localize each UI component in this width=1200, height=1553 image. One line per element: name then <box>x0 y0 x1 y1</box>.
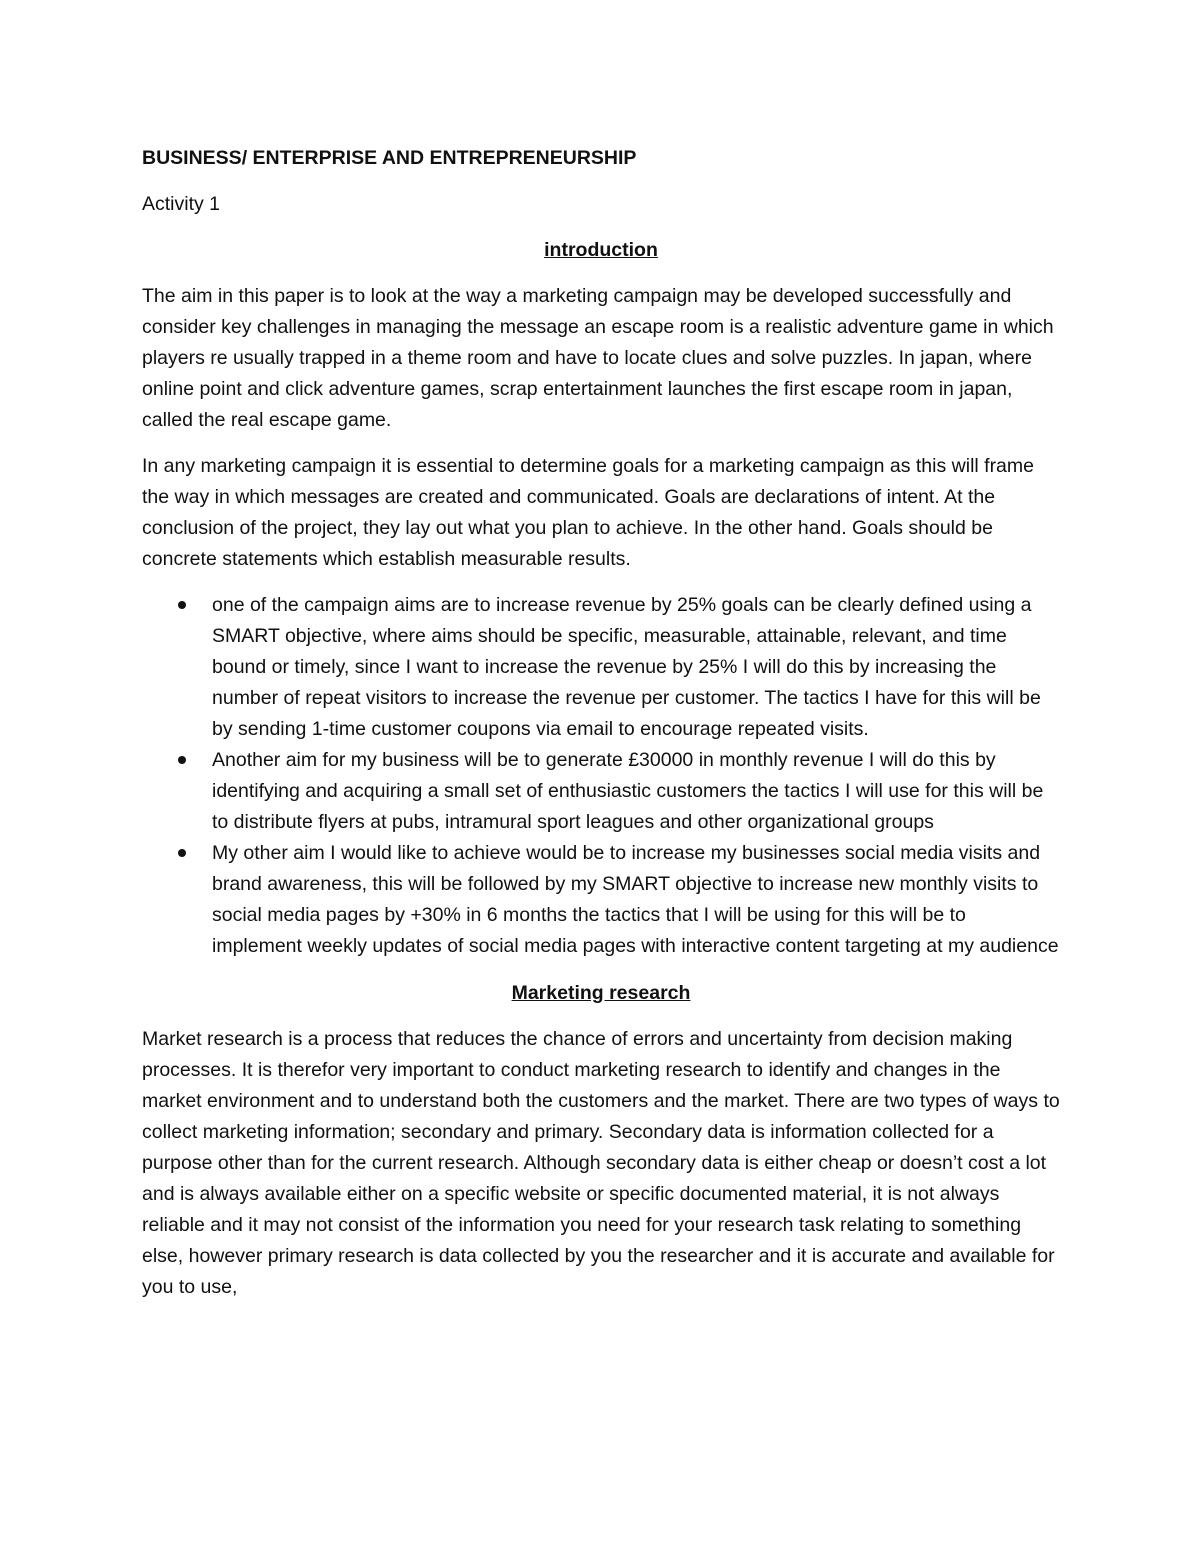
bullet-text: one of the campaign aims are to increase revenue by 25% goals can be clearly defined using a SMART objective, where aims should be specific, measurable, attainable, relevant, and time bound or timely, since I want to increase the revenue by 25% I will do this by increasing the number of repeat visitors to increase the revenue per customer. The tactics I have for this will be by sending 1-time customer coupons via email to encourage repeated visits. <box>212 594 1041 740</box>
bullet-icon <box>178 756 186 764</box>
bullet-icon <box>178 601 186 609</box>
document-title: BUSINESS/ ENTERPRISE AND ENTREPRENEURSHIP <box>142 147 637 169</box>
section-heading-marketing-research: Marketing research <box>511 982 691 1004</box>
bullet-text: Another aim for my business will be to generate £30000 in monthly revenue I will do this by identifying and acquiring a small set of enthusiastic customers the tactics I will use for this will be to distribute flyers at pubs, intramural sport leagues and other organizational groups <box>212 749 1044 833</box>
activity-label: Activity 1 <box>142 193 221 215</box>
list-item <box>142 745 1060 838</box>
section-heading-introduction: introduction <box>544 239 658 261</box>
intro-paragraph-1: The aim in this paper is to look at the way a marketing campaign may be developed successfully and consider key challenges in managing the message an escape room is a realistic adventure game in which players re usually trapped in a theme room and have to locate clues and solve puzzles. In japan, where online point and click adventure games, scrap entertainment launches the first escape room in japan, called the real escape game. <box>142 285 1054 431</box>
goals-bullet-list <box>142 590 1060 962</box>
list-item <box>142 838 1060 962</box>
research-paragraph-1: Market research is a process that reduces the chance of errors and uncertainty from decision making processes. It is therefor very important to conduct marketing research to identify and changes in the market environment and to understand both the customers and the market. There are two types of ways to collect marketing information; secondary and primary. Secondary data is information collected for a purpose other than for the current research. Although secondary data is either cheap or doesn’t cost a lot and is always available either on a specific website or specific documented material, it is not always reliable and it may not consist of the information you need for your research task relating to something else, however primary research is data collected by you the researcher and it is accurate and available for you to use, <box>142 1028 1060 1298</box>
bullet-icon <box>178 849 186 857</box>
intro-paragraph-2: In any marketing campaign it is essential to determine goals for a marketing campaign as this will frame the way in which messages are created and communicated. Goals are declarations of intent. At the conclusion of the project, they lay out what you plan to achieve. In the other hand. Goals should be concrete statements which establish measurable results. <box>142 455 1034 570</box>
list-item <box>142 590 1060 745</box>
bullet-text: My other aim I would like to achieve would be to increase my businesses social media visits and brand awareness, this will be followed by my SMART objective to increase new monthly visits to social media pages by +30% in 6 months the tactics that I will be using for this will be to implement weekly updates of social media pages with interactive content targeting at my audience <box>212 842 1059 957</box>
document-page <box>142 143 1060 1318</box>
